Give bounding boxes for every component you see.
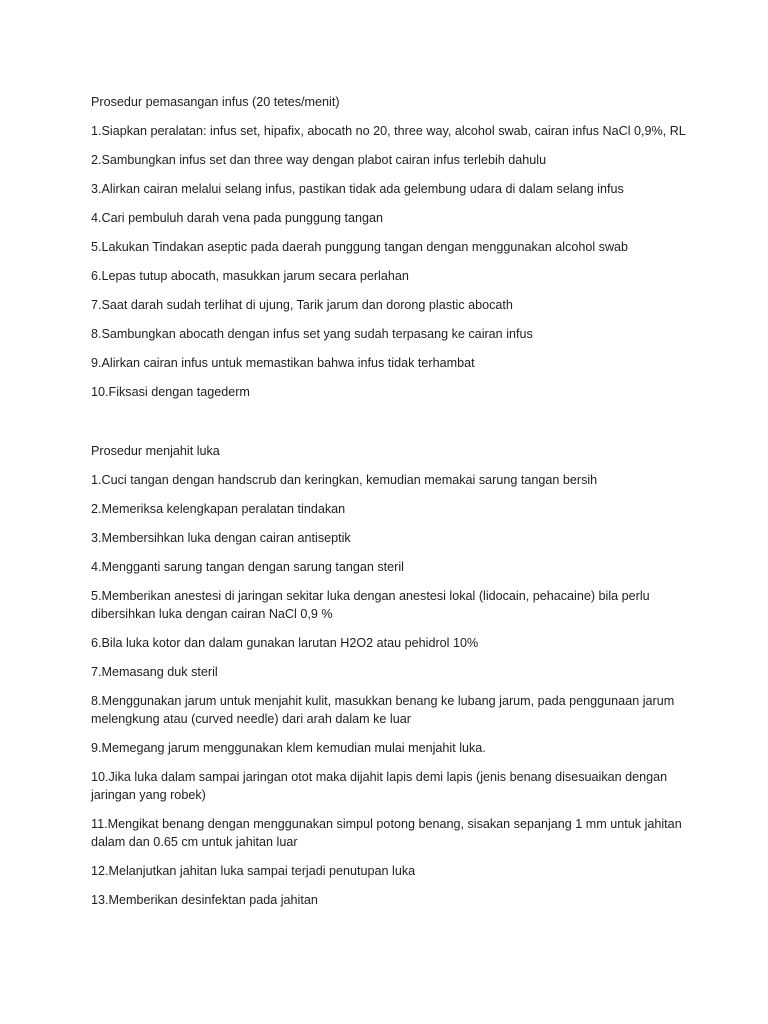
procedure-step: 4.Mengganti sarung tangan dengan sarung tangan steril <box>91 560 404 574</box>
procedure-step: 6.Bila luka kotor dan dalam gunakan larutan H2O2 atau pehidrol 10% <box>91 636 479 650</box>
section-title-infus: Prosedur pemasangan infus (20 tetes/menit) <box>91 95 340 109</box>
procedure-step: 5.Memberikan anestesi di jaringan sekitar luka dengan anestesi lokal (lidocain, pehacaine) bila perlu dibersihkan luka dengan cairan NaCl 0,9 % <box>91 589 650 621</box>
procedure-step: 2.Memeriksa kelengkapan peralatan tindakan <box>91 502 346 516</box>
procedure-step: 11.Mengikat benang dengan menggunakan simpul potong benang, sisakan sepanjang 1 mm untuk jahitan dalam dan 0.65 cm untuk jahitan luar <box>91 817 682 849</box>
steps-list-luka <box>91 471 691 909</box>
procedure-step: 9.Memegang jarum menggunakan klem kemudian mulai menjahit luka. <box>91 741 486 755</box>
procedure-step: 4.Cari pembuluh darah vena pada punggung tangan <box>91 211 383 225</box>
procedure-step: 10.Fiksasi dengan tagederm <box>91 385 250 399</box>
procedure-step: 9.Alirkan cairan infus untuk memastikan bahwa infus tidak terhambat <box>91 356 475 370</box>
section-title-luka: Prosedur menjahit luka <box>91 444 220 458</box>
procedure-step: 1.Siapkan peralatan: infus set, hipafix, abocath no 20, three way, alcohol swab, cairan infus NaCl 0,9%, RL <box>91 124 686 138</box>
procedure-step: 3.Alirkan cairan melalui selang infus, pastikan tidak ada gelembung udara di dalam selang infus <box>91 182 624 196</box>
procedure-step: 13.Memberikan desinfektan pada jahitan <box>91 893 318 907</box>
document-page <box>91 85 691 920</box>
procedure-step: 6.Lepas tutup abocath, masukkan jarum secara perlahan <box>91 269 409 283</box>
procedure-step: 8.Menggunakan jarum untuk menjahit kulit, masukkan benang ke lubang jarum, pada penggunaan jarum melengkung atau (curved needle) dari arah dalam ke luar <box>91 694 675 726</box>
procedure-step: 3.Membersihkan luka dengan cairan antiseptik <box>91 531 351 545</box>
section-infus <box>91 93 691 401</box>
procedure-step: 8.Sambungkan abocath dengan infus set yang sudah terpasang ke cairan infus <box>91 327 533 341</box>
section-spacer <box>91 412 691 434</box>
procedure-step: 1.Cuci tangan dengan handscrub dan keringkan, kemudian memakai sarung tangan bersih <box>91 473 598 487</box>
procedure-step: 2.Sambungkan infus set dan three way dengan plabot cairan infus terlebih dahulu <box>91 153 547 167</box>
procedure-step: 7.Memasang duk steril <box>91 665 218 679</box>
steps-list-infus <box>91 122 691 401</box>
procedure-step: 5.Lakukan Tindakan aseptic pada daerah punggung tangan dengan menggunakan alcohol swab <box>91 240 629 254</box>
procedure-step: 7.Saat darah sudah terlihat di ujung, Tarik jarum dan dorong plastic abocath <box>91 298 513 312</box>
procedure-step: 12.Melanjutkan jahitan luka sampai terjadi penutupan luka <box>91 864 416 878</box>
procedure-step: 10.Jika luka dalam sampai jaringan otot maka dijahit lapis demi lapis (jenis benang disesuaikan dengan jaringan yang robek) <box>91 770 668 802</box>
section-luka <box>91 442 691 909</box>
